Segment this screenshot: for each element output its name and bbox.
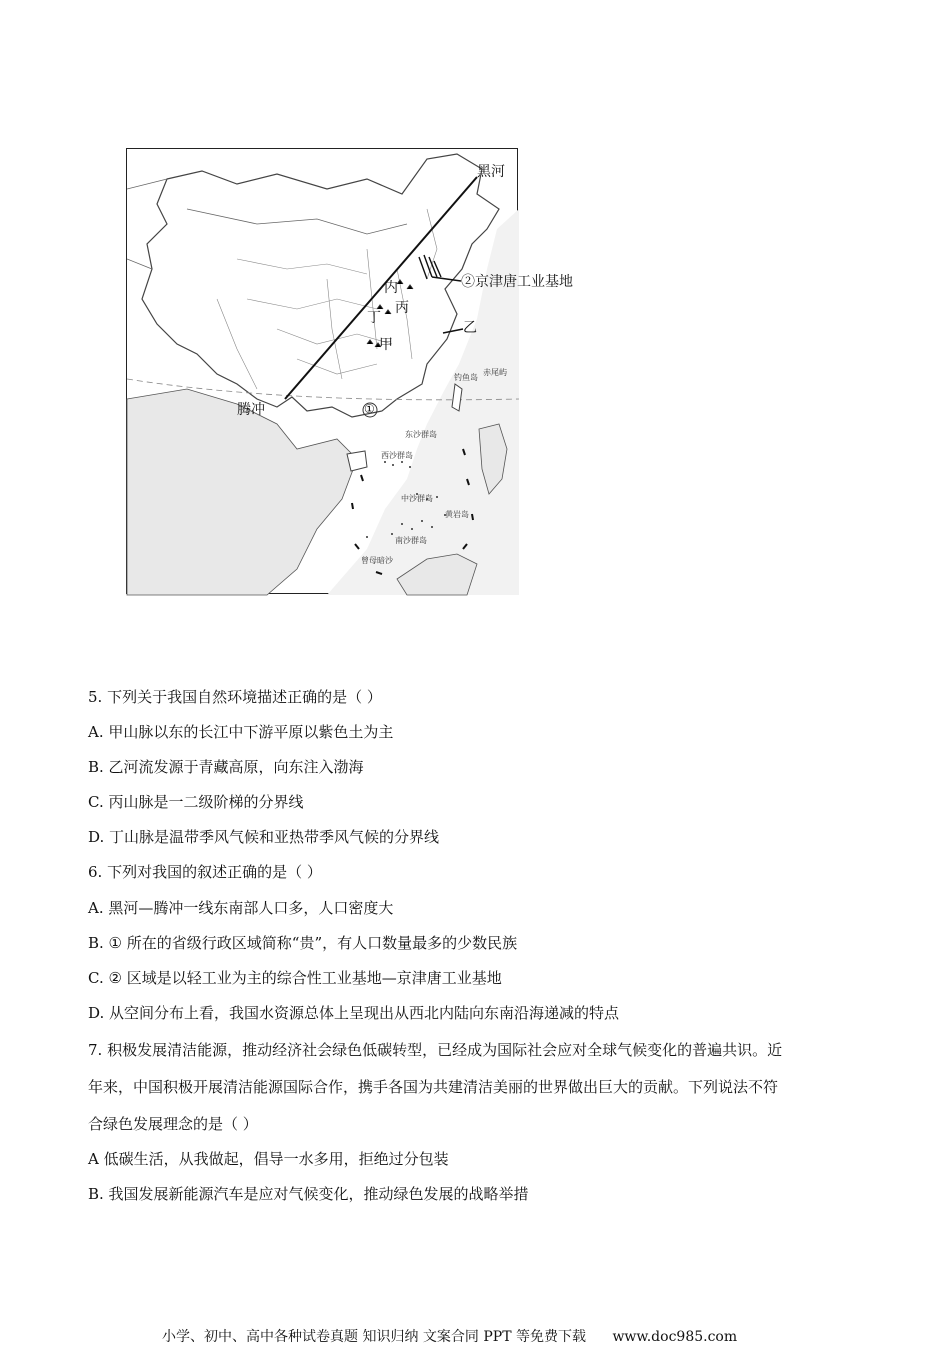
- label-zengmu: 曾母暗沙: [361, 556, 393, 565]
- label-jingjintang: ②京津唐工业基地: [461, 274, 573, 290]
- label-tengchong: 腾冲: [237, 402, 265, 418]
- question-7-stem-line-3: 合绿色发展理念的是（ ）: [88, 1115, 258, 1133]
- label-bing: 丙: [395, 300, 409, 316]
- question-7-stem-line-2: 年来，中国积极开展清洁能源国际合作，携手各国为共建清洁美丽的世界做出巨大的贡献。下列说法不符: [88, 1078, 779, 1096]
- label-xisha: 西沙群岛: [381, 451, 413, 460]
- label-dongsha: 东沙群岛: [405, 430, 437, 439]
- question-5-option-b: B. 乙河流发源于青藏高原，向东注入渤海: [88, 758, 364, 776]
- label-heihe: 黑河: [477, 164, 505, 180]
- question-5-option-a: A. 甲山脉以东的长江中下游平原以紫色土为主: [88, 723, 394, 741]
- question-7-option-b: B. 我国发展新能源汽车是应对气候变化，推动绿色发展的战略举措: [88, 1185, 529, 1203]
- footer-text: 小学、初中、高中各种试卷真题 知识归纳 文案合同 PPT 等免费下载: [162, 1329, 586, 1345]
- question-7-stem-line-1: 7. 积极发展清洁能源，推动经济社会绿色低碳转型，已经成为国际社会应对全球气候变化的普遍共识。近: [88, 1041, 783, 1059]
- map-drawing: [127, 149, 519, 595]
- question-5-option-d: D. 丁山脉是温带季风气候和亚热带季风气候的分界线: [88, 828, 440, 846]
- label-marker-1: ①: [364, 402, 375, 416]
- footer-site-link[interactable]: www.doc985.com: [612, 1329, 738, 1345]
- question-7-option-a: A 低碳生活，从我做起，倡导一水多用，拒绝过分包装: [88, 1150, 449, 1168]
- question-5-option-c: C. 丙山脉是一二级阶梯的分界线: [88, 793, 304, 811]
- page-footer: [162, 1326, 737, 1346]
- label-chiwei: 赤尾屿: [483, 368, 507, 377]
- china-outline: [142, 154, 499, 417]
- hainan-island: [347, 451, 367, 471]
- label-yi: 乙: [463, 320, 477, 336]
- china-map-figure: [126, 148, 573, 594]
- question-5-stem: 5. 下列关于我国自然环境描述正确的是（ ）: [88, 688, 382, 706]
- southeast-asia-land: [127, 389, 357, 595]
- question-6-option-a: A. 黑河—腾冲一线东南部人口多，人口密度大: [88, 899, 394, 917]
- question-6-option-d: D. 从空间分布上看，我国水资源总体上呈现出从西北内陆向东南沿海递减的特点: [88, 1004, 620, 1022]
- label-zhongsha: 中沙群岛: [401, 494, 433, 503]
- label-jia: 甲: [379, 337, 393, 353]
- label-nei: 内: [384, 280, 398, 296]
- label-ding: 丁: [367, 310, 381, 326]
- label-diaoyu: 钓鱼岛: [454, 373, 478, 382]
- question-6-option-c: C. ② 区域是以轻工业为主的综合性工业基地—京津唐工业基地: [88, 969, 502, 987]
- label-nansha: 南沙群岛: [395, 536, 427, 545]
- question-6-option-b: B. ① 所在的省级行政区域简称“贵”，有人口数量最多的少数民族: [88, 934, 518, 952]
- question-6-stem: 6. 下列对我国的叙述正确的是（ ）: [88, 863, 322, 881]
- label-huangyan: 黄岩岛: [445, 510, 469, 519]
